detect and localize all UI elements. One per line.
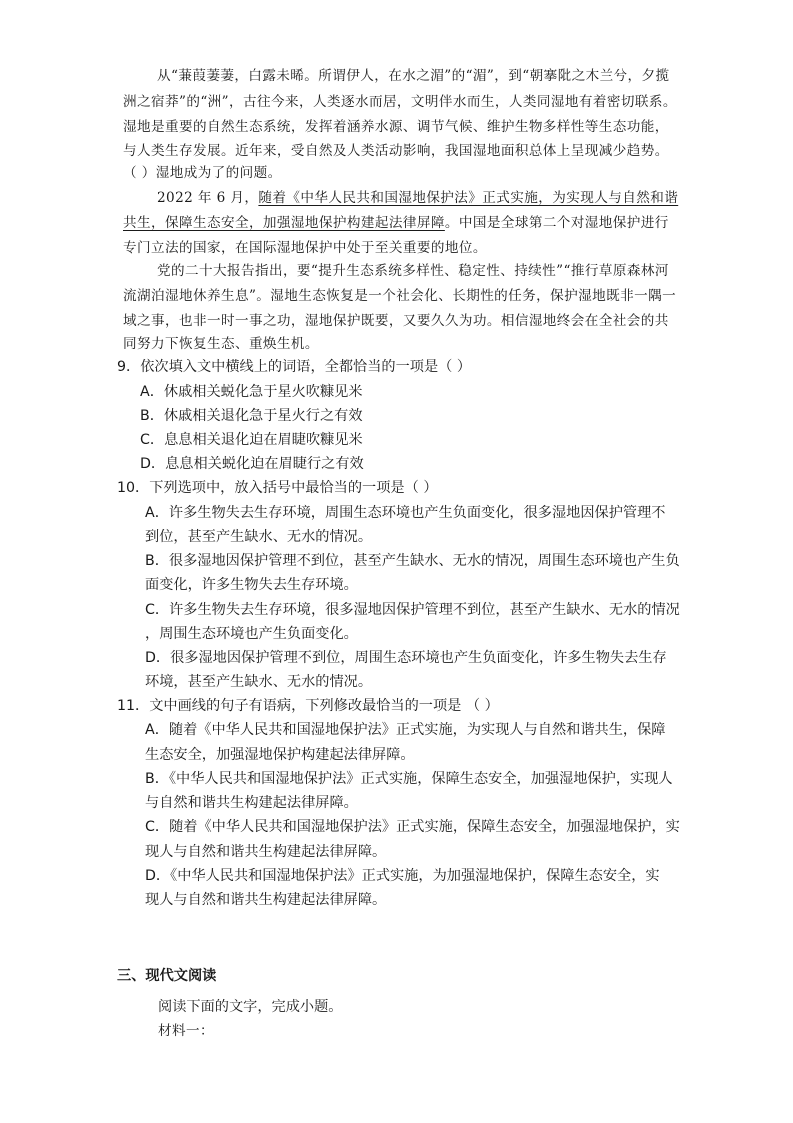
answer-option: D．很多湿地因保护管理不到位，周围生态环境也产生负面变化，许多生物失去生存 xyxy=(145,650,667,666)
passage-line: 湿地是重要的自然生态系统，发挥着涵养水源、调节气候、维护生物多样性等生态功能， xyxy=(123,119,669,135)
answer-option: A．许多生物失去生存环境，周围生态环境也产生负面变化，很多湿地因保护管理不 xyxy=(145,505,666,521)
question-stem: 10．下列选项中，放入括号中最恰当的一项是（ ） xyxy=(117,480,438,496)
answer-option: D．《中华人民共和国湿地保护法》正式实施，为加强湿地保护，保障生态安全，实 xyxy=(145,868,660,884)
underlined-sentence: 共生，保障生态安全，加强湿地保护构建起法律屏障 xyxy=(123,215,445,231)
answer-option: B．《中华人民共和国湿地保护法》正式实施，保障生态安全，加强湿地保护，实现人 xyxy=(145,771,673,787)
passage-text: 2022 年 6 月， xyxy=(157,190,259,206)
answer-option-continuation: 环境，甚至产生缺水、无水的情况。 xyxy=(145,674,373,690)
underlined-sentence: 随着《中华人民共和国湿地保护法》正式实施，为实现人与自然和谐 xyxy=(258,190,679,206)
passage-line: （ ）湿地成为了的问题。 xyxy=(123,165,282,181)
passage-line: 党的二十大报告指出，要“提升生态系统多样性、稳定性、持续性”“推行草原森林河 xyxy=(157,263,669,279)
answer-option-continuation: 现人与自然和谐共生构建起法律屏障。 xyxy=(145,844,387,860)
passage-line: 与人类生存发展。近年来，受自然及人类活动影响，我国湿地面积总体上呈现减少趋势。 xyxy=(123,143,669,159)
passage-line: 洲之宿莽”的“洲”，古往今来，人类逐水而居，文明伴水而生，人类同湿地有着密切联系。 xyxy=(123,94,677,110)
answer-option: B．休戚相关退化急于星火行之有效 xyxy=(140,408,363,424)
material-label: 材料一： xyxy=(158,1023,214,1039)
section-heading: 三、现代文阅读 xyxy=(117,968,217,984)
answer-option-continuation: 现人与自然和谐共生构建起法律屏障。 xyxy=(145,892,387,908)
answer-option-continuation: ，周围生态环境也产生负面变化。 xyxy=(145,626,358,642)
answer-option: B．很多湿地因保护管理不到位，甚至产生缺水、无水的情况，周围生态环境也产生负 xyxy=(145,553,680,569)
passage-text: 。中国是全球第二个对湿地保护进行 xyxy=(444,215,669,231)
answer-option: A．随着《中华人民共和国湿地保护法》正式实施，为实现人与自然和谐共生，保障 xyxy=(145,722,666,738)
answer-option-continuation: 与自然和谐共生构建起法律屏障。 xyxy=(145,795,358,811)
answer-option: C．息息相关退化迫在眉睫吹糠见米 xyxy=(140,432,363,448)
answer-option: C．许多生物失去生存环境，很多湿地因保护管理不到位，甚至产生缺水、无水的情况 xyxy=(145,602,680,618)
passage-line: 专门立法的国家，在国际湿地保护中处于至关重要的地位。 xyxy=(123,240,487,256)
passage-line xyxy=(123,213,669,233)
answer-option: A．休戚相关蜕化急于星火吹糠见米 xyxy=(140,384,363,400)
passage-line: 从“蒹葭萋萋，白露未晞。所谓伊人，在水之湄”的“湄”，到“朝搴阰之木兰兮，夕揽 xyxy=(157,68,670,84)
answer-option-continuation: 面变化，许多生物失去生存环境。 xyxy=(145,577,358,593)
passage-line: 流湖泊湿地休养生息”。湿地生态恢复是一个社会化、长期性的任务，保护湿地既非一隅一 xyxy=(123,288,677,304)
passage-line: 同努力下恢复生态、重焕生机。 xyxy=(123,336,319,352)
answer-option-continuation: 到位，甚至产生缺水、无水的情况。 xyxy=(145,529,373,545)
section-instruction: 阅读下面的文字，完成小题。 xyxy=(158,999,343,1015)
passage-line xyxy=(157,188,678,208)
passage-line: 域之事，也非一时一事之功，湿地保护既要，又要久久为功。相信湿地终会在全社会的共 xyxy=(123,313,669,329)
answer-option: C．随着《中华人民共和国湿地保护法》正式实施，保障生态安全，加强湿地保护，实 xyxy=(145,819,680,835)
question-stem: 9．依次填入文中横线上的词语，全都恰当的一项是（ ） xyxy=(117,359,472,375)
answer-option: D．息息相关蜕化迫在眉睫行之有效 xyxy=(140,456,364,472)
answer-option-continuation: 生态安全，加强湿地保护构建起法律屏障。 xyxy=(145,747,415,763)
question-stem: 11．文中画线的句子有语病，下列修改最恰当的一项是 （ ） xyxy=(117,698,499,714)
